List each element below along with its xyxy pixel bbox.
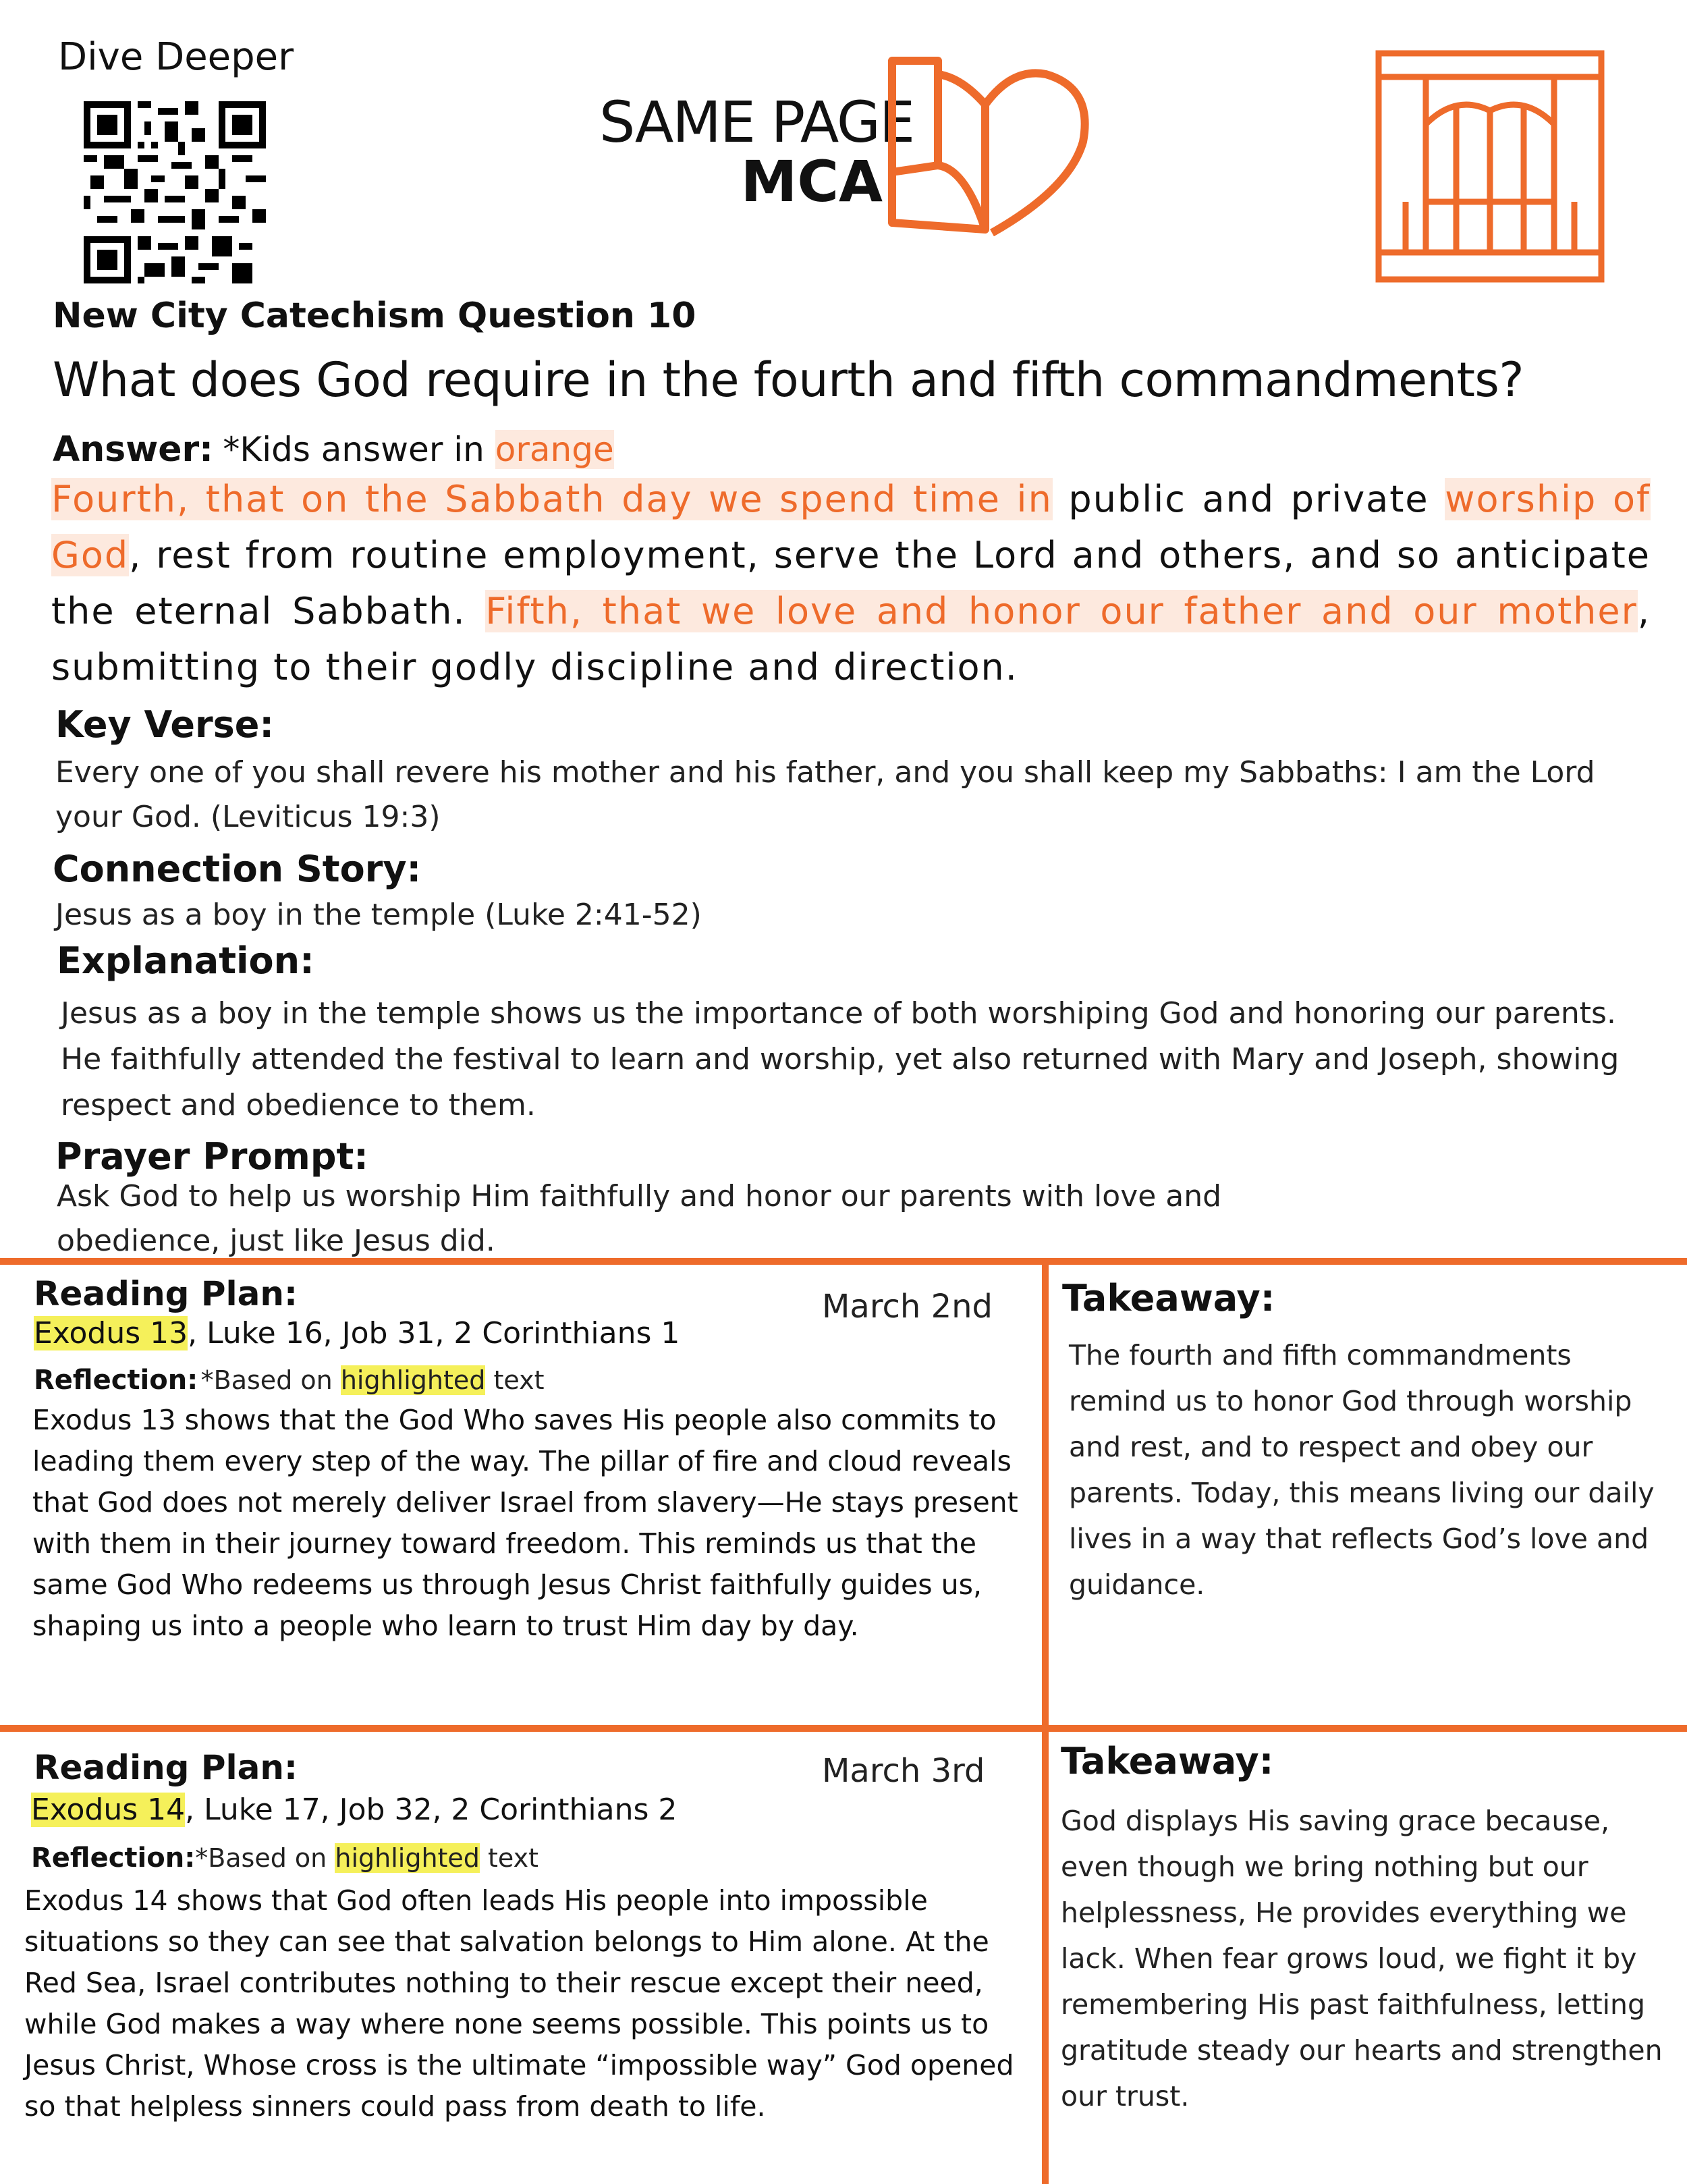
reflection-note-highlight-2: highlighted (335, 1843, 480, 1873)
dive-deeper-label: Dive Deeper (58, 35, 294, 79)
answer-part-fifth: Fifth, that we love and honor our father and our mother (485, 590, 1638, 632)
reflection-note-suffix-2: text (479, 1843, 539, 1873)
reflection-note-suffix-1: text (485, 1365, 545, 1395)
reflection-label-2: Reflection: (31, 1842, 196, 1874)
answer-note-highlight: orange (495, 430, 614, 469)
reading-rest-2: , Luke 17, Job 32, 2 Corinthians 2 (185, 1793, 677, 1827)
reading-date-2: March 3rd (822, 1752, 985, 1790)
reflection-note-highlight-1: highlighted (340, 1365, 486, 1395)
reading-plan-label-2: Reading Plan: (34, 1748, 298, 1787)
divider-top (0, 1258, 1687, 1265)
qr-code-icon (84, 101, 266, 283)
reflection-text-2: Exodus 14 shows that God often leads His people into impossible situations so they can see that salvation belongs to Him alone. At the Red Sea, Israel contributes nothing to their rescue except their need, while God makes a way where none seems possible. This points us to Jesus Christ, Whose cross is the ultimate “impossible way” God opened so that helpless sinners could pass from death to life. (24, 1884, 1014, 2123)
answer-part-fourth: Fourth, that on the Sabbath day we spend time in (51, 478, 1053, 520)
connection-story-text: Jesus as a boy in the temple (Luke 2:41-52) (55, 898, 702, 932)
prayer-prompt-text: Ask God to help us worship Him faithfully and honor our parents with love and obedience, just like Jesus did. (57, 1179, 1222, 1258)
question-title: What does God require in the fourth and fifth commandments? (53, 352, 1524, 408)
book-heart-icon (884, 54, 1100, 236)
reflection-label-1: Reflection: (34, 1365, 198, 1396)
reading-rest-1: , Luke 16, Job 31, 2 Corinthians 1 (188, 1316, 680, 1350)
takeaway-label-1: Takeaway: (1062, 1277, 1275, 1319)
reading-plan-label-1: Reading Plan: (34, 1274, 298, 1313)
explanation-label: Explanation: (57, 939, 314, 982)
reflection-heading-2 (31, 1842, 538, 1874)
divider-vertical (1042, 1258, 1049, 2184)
explanation-text: Jesus as a boy in the temple shows us the importance of both worshiping God and honoring our parents. He faithfully attended the festival to learn and worship, yet also returned with Mary and Joseph, showing respect and obedience to them. (61, 996, 1620, 1122)
answer-note: *Kids answer in (223, 430, 495, 469)
gate-icon (1375, 50, 1605, 283)
reading-highlight-2: Exodus 14 (31, 1793, 186, 1827)
answer-part-4: , rest from routine employment, serve the Lord and others, and so anticipate the eternal Sabbath. (51, 534, 1651, 632)
reflection-text-1: Exodus 13 shows that the God Who saves His people also commits to leading them every step of the way. The pillar of fire and cloud reveals that God does not merely deliver Israel from slavery—He stays present with them in their journey toward freedom. This reminds us that the same God Who redeems us through Jesus Christ faithfully guides us, shaping us into a people who learn to trust Him day by day. (32, 1404, 1018, 1642)
qr-code[interactable] (84, 101, 266, 283)
reflection-heading-1 (34, 1365, 544, 1396)
answer-part-2: public and private (1052, 478, 1445, 520)
takeaway-label-2: Takeaway: (1061, 1740, 1274, 1782)
answer-label: Answer: (53, 429, 213, 470)
reading-list-2 (31, 1793, 677, 1827)
prayer-prompt-label: Prayer Prompt: (55, 1135, 368, 1178)
brand-name-line1: SAME PAGE (599, 89, 914, 155)
answer-part-6: , submitting to their godly discipline and direction. (51, 590, 1651, 688)
question-label: New City Catechism Question 10 (53, 296, 696, 336)
key-verse-text: Every one of you shall revere his mother and his father, and you shall keep my Sabbaths: I am the Lord your God. (Leviticus 19:3) (55, 755, 1595, 834)
reflection-note-2: *Based on (195, 1843, 335, 1873)
gate-logo (1375, 50, 1605, 286)
answer-heading (53, 429, 614, 470)
key-verse-label: Key Verse: (55, 703, 274, 746)
takeaway-text-1: The fourth and fifth commandments remind us to honor God through worship and rest, and to respect and obey our parents. Today, this means living our daily lives in a way that reflects God’s love and guidance. (1069, 1339, 1655, 1601)
takeaway-text-2: God displays His saving grace because, even though we bring nothing but our helplessness, He provides everything we lack. When fear grows loud, we fight it by remembering His past faithfulness, letting gratitude steady our hearts and strengthen our trust. (1061, 1805, 1663, 2112)
brand-logo (594, 54, 1107, 243)
answer-text (51, 471, 1651, 695)
reflection-note-1: *Based on (200, 1365, 341, 1395)
reading-list-1 (34, 1316, 680, 1350)
reading-highlight-1: Exodus 13 (34, 1316, 188, 1350)
reading-date-1: March 2nd (822, 1288, 993, 1326)
connection-story-label: Connection Story: (53, 848, 422, 890)
answer-part-worship: worship of God (51, 478, 1651, 576)
brand-name-line2: MCA (740, 148, 883, 215)
divider-middle (0, 1725, 1687, 1732)
